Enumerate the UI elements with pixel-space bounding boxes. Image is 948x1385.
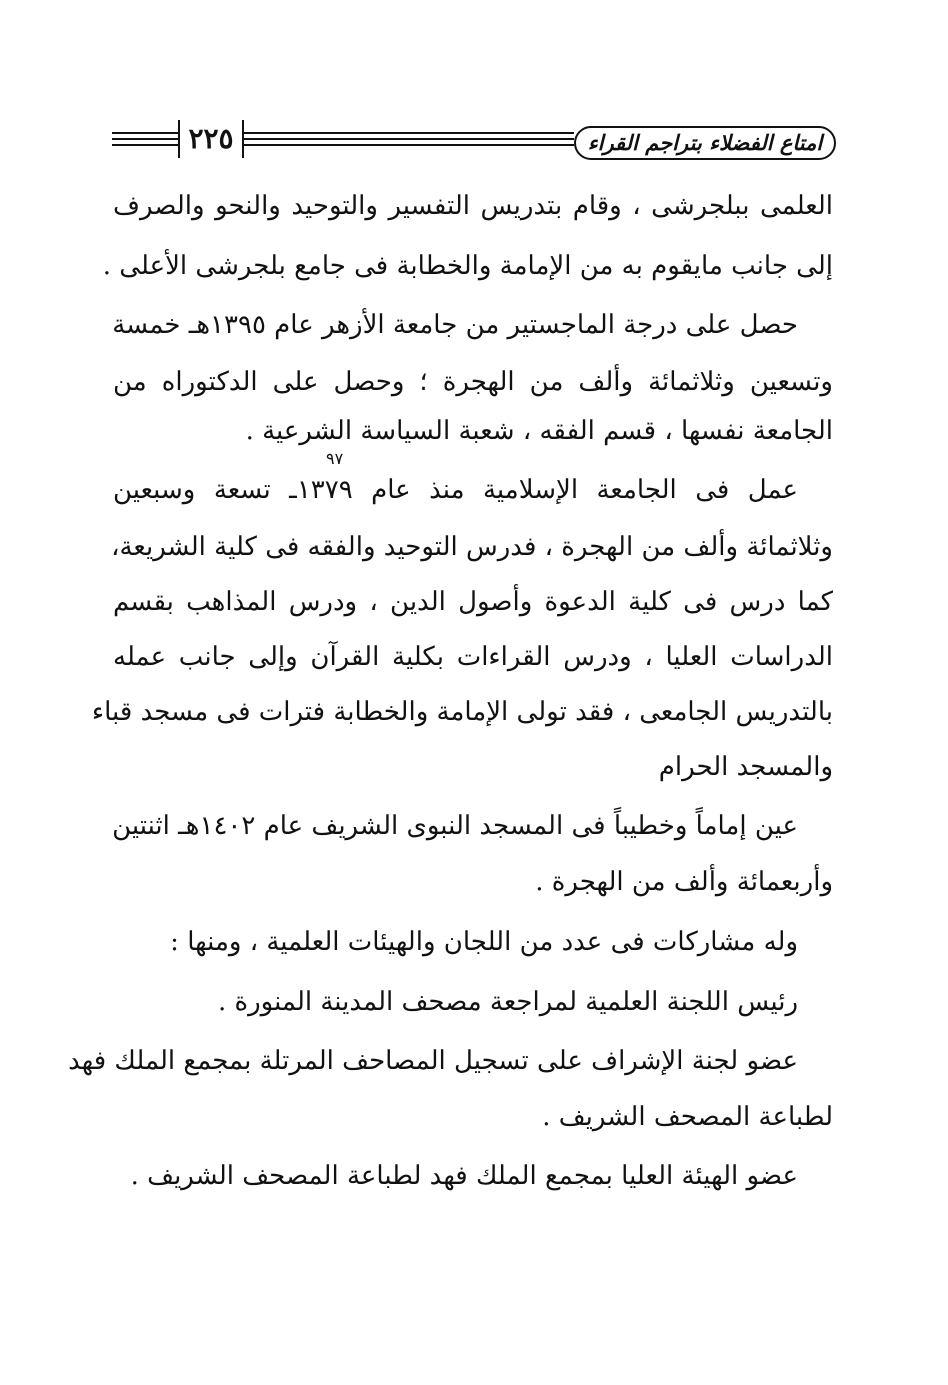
text-line: حصل على درجة الماجستير من جامعة الأزهر عام ١٣٩٥هـ خمسة <box>112 310 798 340</box>
text-line: وله مشاركات فى عدد من اللجان والهيئات العلمية ، ومنها : <box>170 927 798 957</box>
text-line: رئيس اللجنة العلمية لمراجعة مصحف المدينة المنورة . <box>217 987 798 1017</box>
text-line: عمل فى الجامعة الإسلامية منذ عام ١٣٧٩ـ تسعة وسبعين <box>113 475 798 505</box>
handwritten-correction: ٩٧ <box>326 449 344 468</box>
text-line: وأربعمائة وألف من الهجرة . <box>535 867 833 897</box>
text-line: الدراسات العليا ، ودرس القراءات بكلية القرآن وإلى جانب عمله <box>113 642 833 672</box>
text-line: لطباعة المصحف الشريف . <box>542 1102 833 1132</box>
text-line: الجامعة نفسها ، قسم الفقه ، شعبة السياسة الشرعية . <box>245 416 833 446</box>
text-line: والمسجد الحرام <box>658 752 833 782</box>
text-line: وثلاثمائة وألف من الهجرة ، فدرس التوحيد والفقه فى كلية الشريعة، <box>111 532 833 562</box>
running-title: امتاع الفضلاء بتراجم القراء <box>574 126 836 160</box>
text-line: عضو لجنة الإشراف على تسجيل المصاحف المرتلة بمجمع الملك فهد <box>68 1046 798 1076</box>
text-line: عين إماماً وخطيباً فى المسجد النبوى الشريف عام ١٤٠٢هـ اثنتين <box>112 811 798 841</box>
header-rule-middle <box>244 132 574 150</box>
text-line: كما درس فى كلية الدعوة وأصول الدين ، ودرس المذاهب بقسم <box>113 587 833 617</box>
header-rule-left <box>112 132 180 150</box>
text-line: بالتدريس الجامعى ، فقد تولى الإمامة والخطابة فترات فى مسجد قباء <box>91 697 833 727</box>
text-line: عضو الهيئة العليا بمجمع الملك فهد لطباعة المصحف الشريف . <box>130 1161 798 1191</box>
text-line: وتسعين وثلاثمائة وألف من الهجرة ؛ وحصل على الدكتوراه من <box>113 367 833 397</box>
text-line: العلمى ببلجرشى ، وقام بتدريس التفسير والتوحيد والنحو والصرف <box>113 191 833 221</box>
text-line: إلى جانب مايقوم به من الإمامة والخطابة فى جامع بلجرشى الأعلى . <box>102 251 833 281</box>
page-number: ٢٢٥ <box>178 120 244 158</box>
